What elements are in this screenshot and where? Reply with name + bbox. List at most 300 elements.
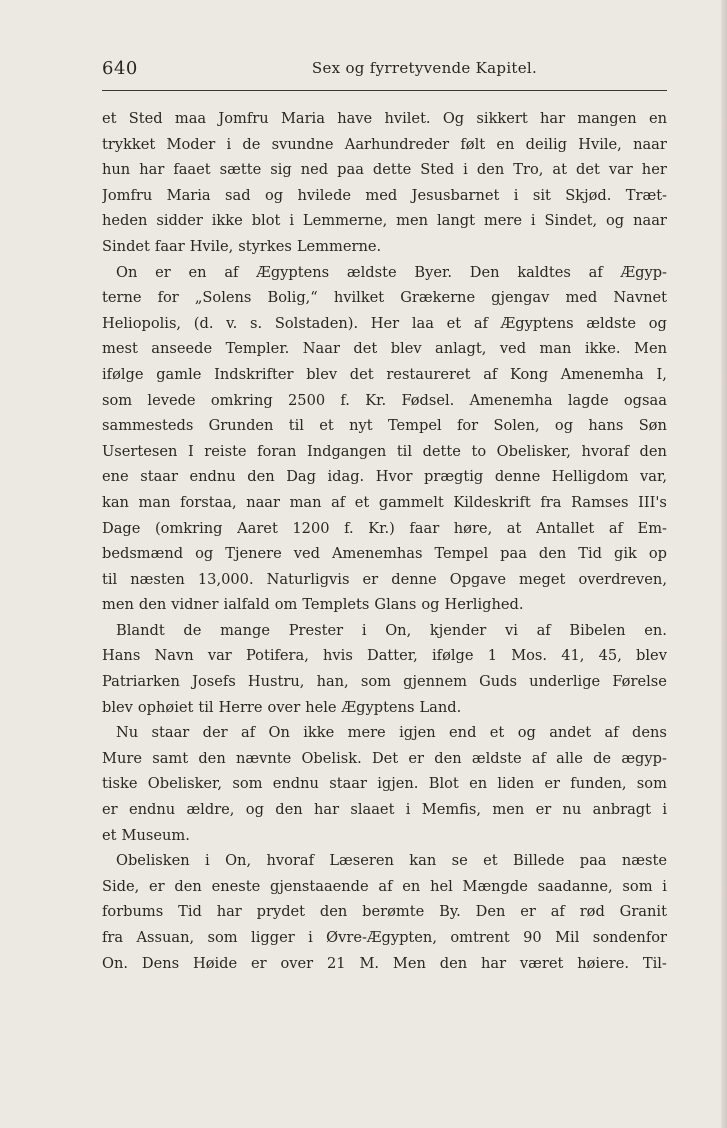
word: denne bbox=[391, 570, 437, 588]
word: der bbox=[202, 724, 228, 742]
word: sætte bbox=[219, 161, 262, 179]
running-head: Sex og fyrretyvende Kapitel. bbox=[311, 59, 538, 77]
word: Kong bbox=[510, 365, 549, 383]
word: Ægyptens bbox=[256, 263, 330, 281]
word: ved bbox=[293, 545, 320, 563]
word: og bbox=[245, 801, 264, 819]
word: Nu bbox=[116, 724, 139, 742]
word: Moder bbox=[166, 135, 216, 153]
word: Byer. bbox=[414, 263, 453, 281]
word: af bbox=[550, 903, 565, 921]
word: Side, bbox=[102, 877, 140, 895]
word: i bbox=[405, 801, 411, 819]
word: staar bbox=[329, 775, 367, 793]
word: paa bbox=[500, 545, 527, 563]
word: hun bbox=[102, 161, 131, 179]
word: blev bbox=[390, 340, 422, 358]
word: sammesteds bbox=[102, 417, 194, 435]
word: mest bbox=[102, 340, 138, 358]
word: Jesusbarnet bbox=[411, 186, 500, 204]
text-line bbox=[102, 618, 667, 644]
text-line bbox=[102, 848, 667, 874]
word: en bbox=[188, 263, 207, 281]
word: men bbox=[396, 212, 429, 230]
word: Bibelen bbox=[569, 621, 626, 639]
word: Amenemhas bbox=[331, 545, 423, 563]
word: til bbox=[102, 570, 118, 588]
word: ældre, bbox=[186, 801, 235, 819]
word: Usertesen bbox=[102, 442, 178, 460]
word: v. bbox=[226, 314, 238, 332]
word: Fødsel. bbox=[401, 391, 455, 409]
word: var, bbox=[640, 468, 667, 486]
word: Dage bbox=[102, 519, 141, 537]
word: den bbox=[639, 442, 667, 460]
word: nyt bbox=[349, 417, 373, 435]
word: Land. bbox=[419, 698, 462, 716]
word: og bbox=[648, 314, 667, 332]
word: Tempel bbox=[387, 417, 442, 435]
word: den bbox=[198, 749, 226, 767]
word: og bbox=[195, 545, 214, 563]
word: alle bbox=[556, 749, 583, 767]
word: hele bbox=[305, 698, 337, 716]
text-line bbox=[102, 720, 667, 746]
text-line bbox=[102, 388, 667, 414]
word: den bbox=[538, 545, 567, 563]
word: i bbox=[226, 135, 232, 153]
word: Mos. bbox=[511, 647, 548, 665]
word: Førelse bbox=[612, 673, 667, 691]
word: i bbox=[308, 929, 313, 946]
word: Blot bbox=[428, 775, 459, 793]
page-number: 640 bbox=[102, 58, 138, 79]
word: Den bbox=[475, 903, 506, 921]
word: Ægyptens bbox=[341, 698, 415, 716]
word: On, bbox=[225, 852, 252, 870]
word: mangen bbox=[577, 110, 637, 127]
word: tiske bbox=[102, 775, 138, 793]
word: Obelisk. bbox=[301, 749, 362, 767]
word: Herre bbox=[218, 698, 263, 716]
word: har bbox=[139, 161, 165, 179]
word: er bbox=[149, 877, 165, 895]
word: Dens bbox=[141, 954, 180, 972]
word: denne bbox=[494, 468, 541, 486]
word: ifølge bbox=[432, 647, 474, 665]
word: sondenfor bbox=[592, 929, 667, 946]
word: Sindet bbox=[102, 237, 150, 255]
word: Navn bbox=[154, 647, 194, 665]
word: Hvile, bbox=[189, 237, 234, 255]
word: Indskrifter bbox=[214, 365, 294, 383]
word: Prester bbox=[288, 621, 344, 639]
word: af bbox=[224, 263, 239, 281]
word: mere bbox=[347, 724, 386, 742]
word: gjenstaaende bbox=[269, 877, 369, 895]
word: de bbox=[183, 621, 202, 639]
word: foran bbox=[257, 442, 297, 460]
word: Granit bbox=[619, 903, 667, 921]
word: kjender bbox=[429, 621, 487, 639]
word: man bbox=[289, 493, 322, 511]
word: at bbox=[506, 519, 522, 537]
word: hvilket bbox=[333, 289, 385, 307]
word: gamle bbox=[156, 365, 202, 383]
word: ældste bbox=[586, 314, 637, 332]
word: og bbox=[517, 724, 536, 742]
word: On bbox=[268, 724, 290, 742]
word: hel bbox=[430, 877, 453, 895]
word: Amenemha bbox=[560, 365, 644, 383]
word: en bbox=[496, 135, 515, 153]
word: den bbox=[275, 801, 303, 819]
text-line bbox=[102, 285, 667, 311]
word: af bbox=[331, 493, 346, 511]
word: styrkes bbox=[238, 237, 292, 255]
text-line bbox=[102, 797, 667, 823]
word: Søn bbox=[638, 417, 667, 435]
word: M. bbox=[359, 954, 380, 972]
word: Heliopolis, bbox=[102, 314, 182, 332]
word: med bbox=[565, 289, 598, 307]
word: en bbox=[648, 110, 667, 127]
word: her bbox=[641, 161, 667, 179]
word: er bbox=[155, 263, 171, 281]
word: anlagt, bbox=[435, 340, 487, 358]
word: Maria bbox=[166, 186, 211, 204]
word: Opgave bbox=[449, 570, 506, 588]
word: Obelisker, bbox=[496, 442, 571, 460]
word: Billede bbox=[513, 852, 565, 870]
word: ikke. bbox=[584, 340, 621, 358]
text-line bbox=[102, 106, 667, 132]
word: den bbox=[439, 954, 468, 972]
word: og bbox=[606, 212, 625, 230]
word: Kr. bbox=[365, 391, 387, 409]
word: lagde bbox=[567, 391, 609, 409]
word: et bbox=[319, 417, 334, 435]
word: og bbox=[554, 417, 574, 435]
word: en bbox=[402, 877, 421, 895]
word: hans bbox=[588, 417, 624, 435]
word: ældste bbox=[346, 263, 397, 281]
word: 1 bbox=[487, 647, 497, 665]
word: have bbox=[337, 110, 373, 127]
word: heden bbox=[102, 212, 148, 230]
text-line bbox=[102, 695, 667, 721]
word: 2500 bbox=[288, 391, 326, 409]
word: ned bbox=[300, 161, 329, 179]
word: til bbox=[288, 417, 304, 435]
word: og bbox=[264, 186, 284, 204]
word: omtrent bbox=[450, 929, 510, 946]
word: endnu bbox=[272, 775, 319, 793]
word: gjennem bbox=[403, 673, 467, 691]
word: kaldtes bbox=[517, 263, 571, 281]
word: det bbox=[349, 365, 374, 383]
word: som bbox=[360, 673, 391, 691]
word: ifølge bbox=[102, 365, 144, 383]
word: et bbox=[489, 724, 505, 742]
word: Ægyptens bbox=[500, 314, 574, 332]
word: hvoraf bbox=[266, 852, 314, 870]
word: Kr.) bbox=[368, 519, 395, 537]
word: er bbox=[544, 775, 561, 793]
word: Den bbox=[469, 263, 500, 281]
word: se bbox=[451, 852, 468, 870]
word: levede bbox=[147, 391, 196, 409]
text-line bbox=[102, 311, 667, 337]
word: Og bbox=[442, 110, 465, 127]
word: 1200 bbox=[292, 519, 330, 537]
word: Templets bbox=[302, 596, 370, 614]
word: Dag bbox=[286, 468, 316, 486]
word: igjen bbox=[399, 724, 436, 742]
word: Patriarken bbox=[102, 673, 180, 691]
word: slaaet bbox=[350, 801, 395, 819]
word: Potifera, bbox=[245, 647, 309, 665]
text-line bbox=[102, 490, 667, 516]
word: næsten bbox=[130, 570, 185, 588]
word: den bbox=[247, 468, 275, 486]
word: By. bbox=[439, 903, 461, 921]
word: Obelisker, bbox=[147, 775, 223, 793]
text-line bbox=[102, 157, 667, 183]
word: naar bbox=[633, 135, 667, 153]
word: hvilet. bbox=[384, 110, 431, 127]
word: faaet bbox=[173, 161, 211, 179]
word: har bbox=[540, 110, 566, 127]
text-line bbox=[102, 439, 667, 465]
word: vidner bbox=[171, 596, 219, 614]
word: man bbox=[138, 493, 171, 511]
word: Hans bbox=[102, 647, 141, 665]
word: ikke bbox=[211, 212, 243, 230]
word: Em- bbox=[637, 519, 667, 537]
word: men bbox=[492, 801, 525, 819]
text-line bbox=[102, 899, 667, 925]
word: har bbox=[313, 801, 340, 819]
word: og bbox=[421, 596, 440, 614]
word: Læseren bbox=[329, 852, 394, 870]
word: blev bbox=[306, 365, 338, 383]
word: været bbox=[519, 954, 564, 972]
text-line bbox=[102, 669, 667, 695]
word: endnu bbox=[128, 801, 176, 819]
word: gik bbox=[614, 545, 637, 563]
word: meget bbox=[519, 570, 566, 588]
word: af bbox=[241, 724, 256, 742]
word: som bbox=[622, 877, 653, 895]
word: On, bbox=[385, 621, 412, 639]
word: paa bbox=[579, 852, 607, 870]
word: dens bbox=[632, 724, 667, 742]
word: om bbox=[274, 596, 298, 614]
text-line bbox=[102, 362, 667, 388]
word: op bbox=[648, 545, 667, 563]
word: fra bbox=[540, 493, 562, 511]
word: i bbox=[361, 621, 367, 639]
word: Antallet bbox=[535, 519, 595, 537]
word: Tempel bbox=[434, 545, 489, 563]
word: Obelisken bbox=[116, 852, 190, 870]
word: er bbox=[535, 801, 552, 819]
text-line bbox=[102, 823, 667, 849]
word: er bbox=[408, 749, 425, 767]
word: Sted bbox=[420, 161, 455, 179]
word: idag. bbox=[327, 468, 365, 486]
word: Assuan, bbox=[136, 929, 195, 946]
word: de bbox=[242, 135, 261, 153]
word: Mil bbox=[555, 929, 580, 946]
word: maa bbox=[174, 110, 207, 127]
word: over bbox=[267, 698, 301, 716]
word: paa bbox=[337, 161, 364, 179]
word: rød bbox=[579, 903, 605, 921]
word: Josefs bbox=[192, 673, 236, 691]
word: Det bbox=[371, 749, 399, 767]
word: med bbox=[365, 186, 398, 204]
word: Hvor bbox=[375, 468, 413, 486]
word: 45, bbox=[598, 647, 622, 665]
word: i bbox=[289, 212, 294, 230]
word: 21 bbox=[327, 954, 346, 972]
word: af bbox=[531, 749, 546, 767]
word: 90 bbox=[523, 929, 542, 946]
word: Sted bbox=[128, 110, 163, 127]
word: Grækerne bbox=[400, 289, 476, 307]
word: Maria bbox=[280, 110, 325, 127]
word: Lemmerne. bbox=[296, 237, 382, 255]
text-line bbox=[102, 541, 667, 567]
word: blev bbox=[636, 647, 667, 665]
word: de bbox=[593, 749, 612, 767]
page-header bbox=[102, 58, 667, 82]
text-line bbox=[102, 336, 667, 362]
word: Navnet bbox=[613, 289, 667, 307]
word: af bbox=[536, 621, 551, 639]
word: af bbox=[604, 724, 619, 742]
word: er bbox=[362, 570, 379, 588]
word: et bbox=[446, 314, 462, 332]
word: forstaa, bbox=[180, 493, 237, 511]
word: staar bbox=[140, 468, 178, 486]
text-line bbox=[102, 951, 667, 977]
word: Guds bbox=[479, 673, 517, 691]
word: Amenemha bbox=[469, 391, 553, 409]
word: i bbox=[662, 877, 667, 895]
word: er bbox=[102, 801, 118, 819]
word: bedsmænd bbox=[102, 545, 184, 563]
word: Grunden bbox=[208, 417, 274, 435]
word: den bbox=[174, 877, 202, 895]
word: Tro, bbox=[513, 161, 544, 179]
word: fra bbox=[102, 929, 124, 946]
word: til bbox=[396, 442, 413, 460]
word: Tid bbox=[178, 903, 202, 921]
word: restaureret bbox=[386, 365, 471, 383]
word: faar bbox=[154, 237, 185, 255]
word: gjengav bbox=[491, 289, 550, 307]
word: vi bbox=[504, 621, 518, 639]
word: Mængde bbox=[462, 877, 528, 895]
word: for bbox=[157, 289, 179, 307]
word: omkring bbox=[210, 391, 273, 409]
word: hvilede bbox=[297, 186, 352, 204]
word: Til- bbox=[642, 954, 667, 972]
word: Men bbox=[634, 340, 667, 358]
word: Herlighed. bbox=[444, 596, 524, 614]
word: Tjenere bbox=[225, 545, 282, 563]
word: igjen. bbox=[377, 775, 419, 793]
word: Men bbox=[392, 954, 426, 972]
word: f. bbox=[344, 519, 354, 537]
word: sad bbox=[225, 186, 251, 204]
word: af bbox=[473, 314, 488, 332]
text-line bbox=[102, 925, 667, 951]
word: 41, bbox=[561, 647, 585, 665]
word: i bbox=[463, 161, 468, 179]
word: Naturligvis bbox=[266, 570, 350, 588]
word: On bbox=[116, 263, 138, 281]
word: (omkring bbox=[154, 519, 223, 537]
word: III's bbox=[638, 493, 667, 511]
word: gammelt bbox=[378, 493, 444, 511]
word: Sindet, bbox=[544, 212, 598, 230]
word: en bbox=[469, 775, 488, 793]
text-line bbox=[102, 183, 667, 209]
word: naar bbox=[246, 493, 280, 511]
word: anbragt bbox=[592, 801, 651, 819]
word: ene bbox=[102, 468, 129, 486]
word: Solen, bbox=[493, 417, 540, 435]
word: sidder bbox=[156, 212, 203, 230]
word: trykket bbox=[102, 135, 156, 153]
text-line bbox=[102, 208, 667, 234]
word: i bbox=[662, 801, 667, 819]
header-rule bbox=[102, 90, 667, 91]
word: Hustru, bbox=[247, 673, 305, 691]
word: Memfis, bbox=[421, 801, 482, 819]
word: saadanne, bbox=[537, 877, 613, 895]
word: ialfald bbox=[223, 596, 270, 614]
text-line bbox=[102, 874, 667, 900]
word: man bbox=[539, 340, 572, 358]
word: har bbox=[480, 954, 507, 972]
word: kan bbox=[102, 493, 129, 511]
word: ligger bbox=[251, 929, 295, 946]
word: et bbox=[102, 826, 117, 844]
word: Ægyp- bbox=[620, 263, 667, 281]
word: at bbox=[552, 161, 567, 179]
word: sig bbox=[270, 161, 292, 179]
word: dette bbox=[422, 442, 461, 460]
word: af bbox=[483, 365, 498, 383]
word: forbums bbox=[102, 903, 164, 921]
word: On. bbox=[102, 954, 129, 972]
text-line bbox=[102, 643, 667, 669]
word: I bbox=[187, 442, 194, 460]
word: i bbox=[513, 186, 519, 204]
word: Aaret bbox=[237, 519, 278, 537]
word: er bbox=[251, 954, 267, 972]
word: ikke bbox=[303, 724, 335, 742]
word: til bbox=[198, 698, 214, 716]
word: ogsaa bbox=[623, 391, 667, 409]
word: Jomfru bbox=[102, 186, 153, 204]
word: Høide bbox=[192, 954, 238, 972]
